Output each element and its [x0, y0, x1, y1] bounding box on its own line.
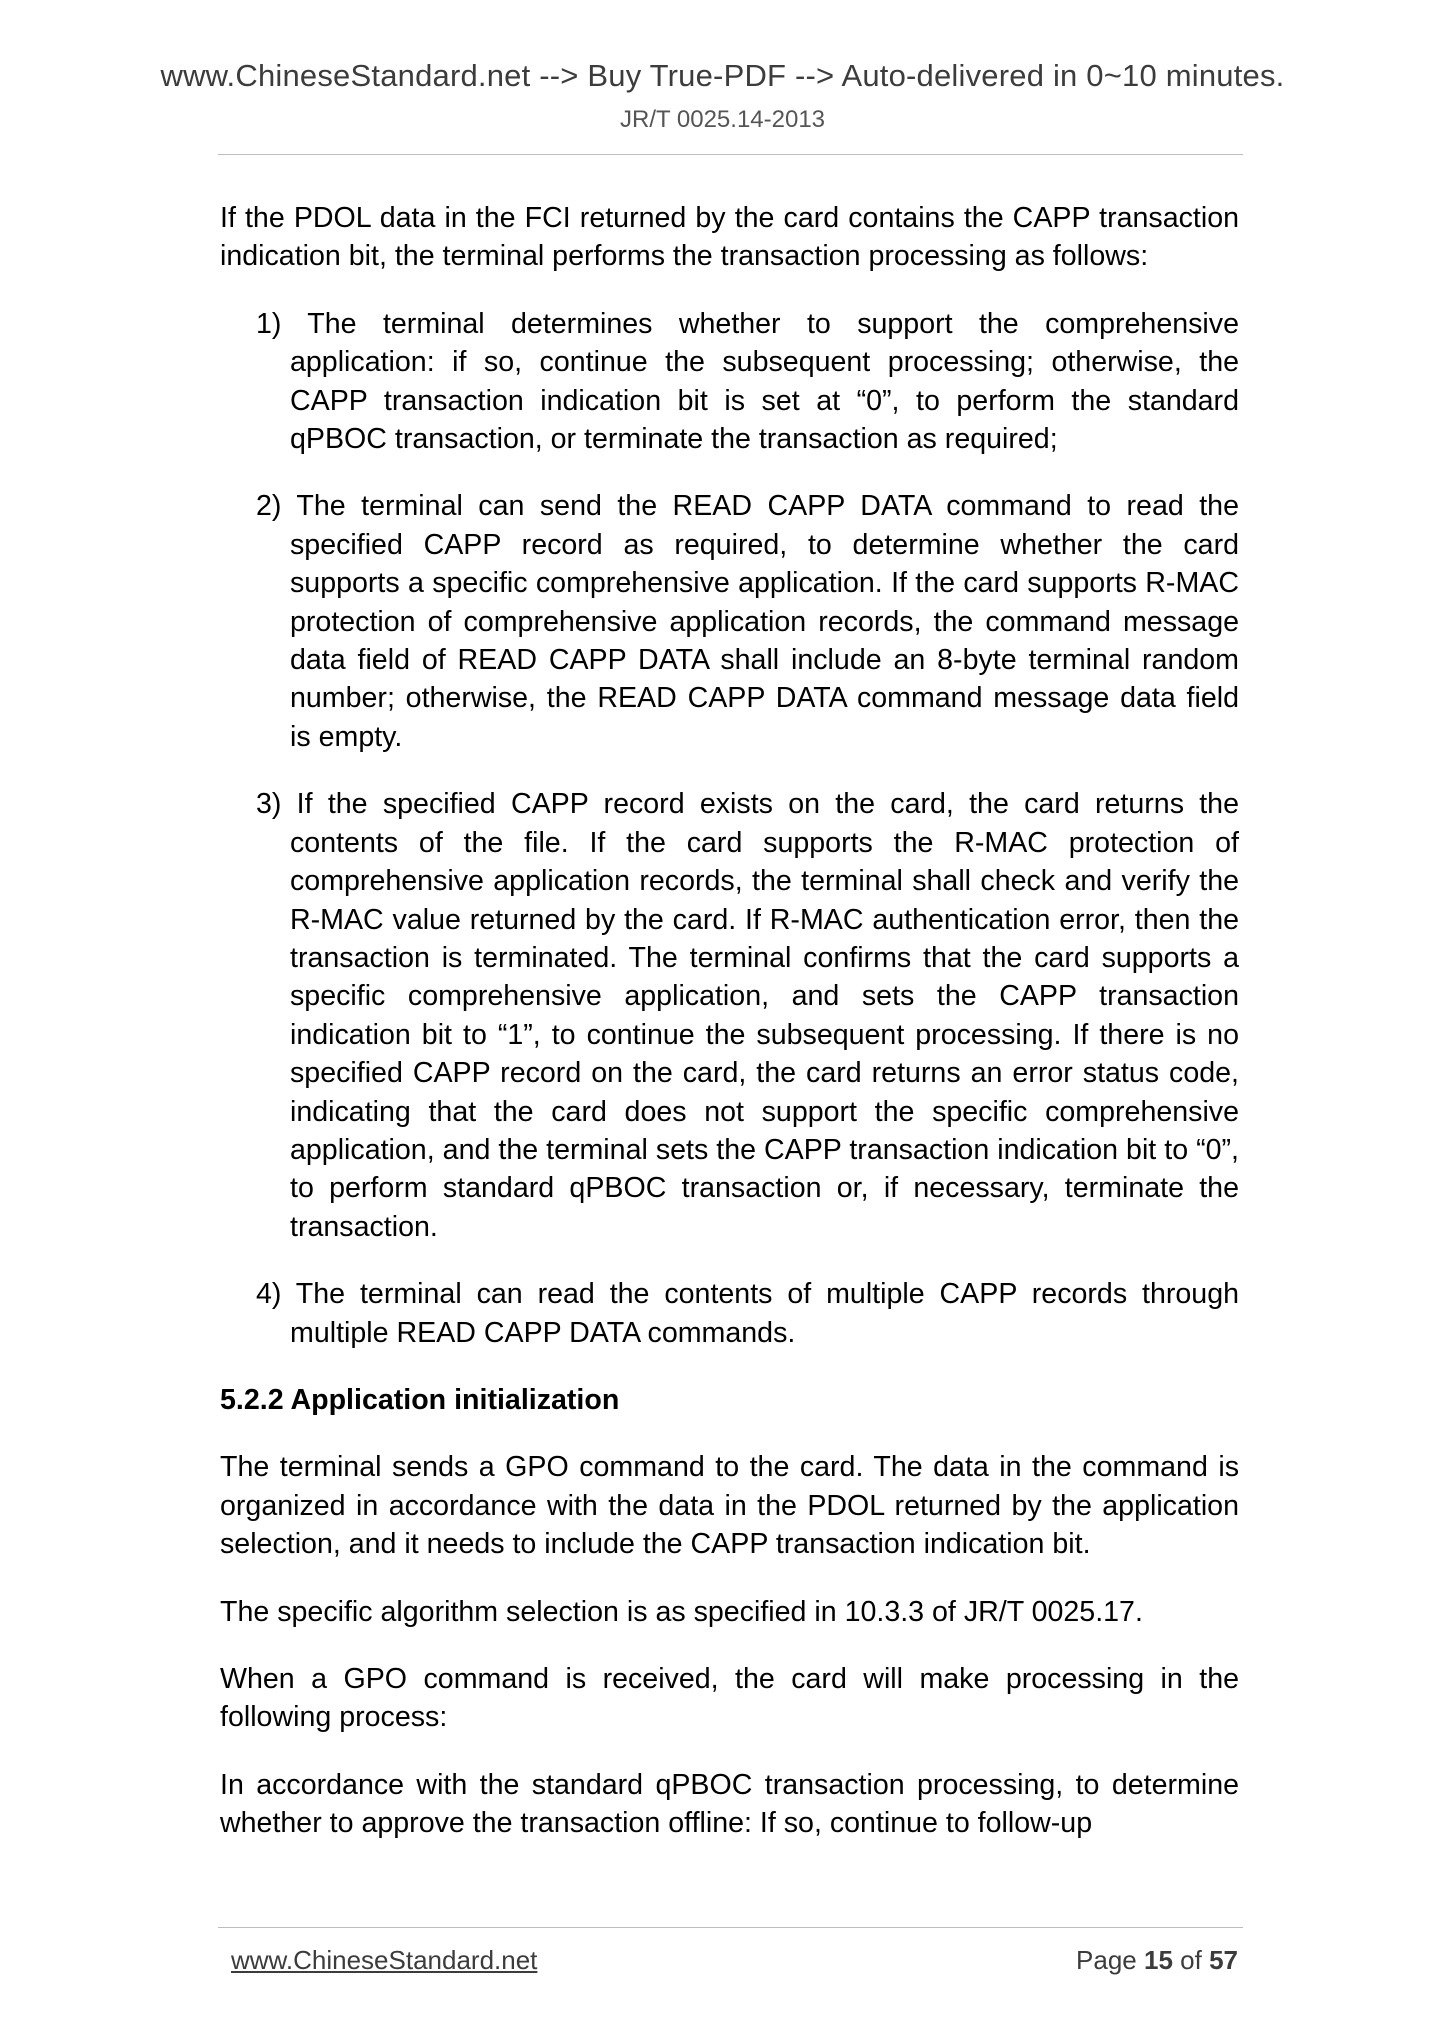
paragraph-gpo-command: The terminal sends a GPO command to the card. The data in the command is organized in accordance with the data in the PDOL returned by the application selection, and it needs to include the CAPP transaction indication bit. [220, 1451, 1239, 1561]
page-of: of [1180, 1945, 1202, 1975]
footer-website-link[interactable]: www.ChineseStandard.net [231, 1945, 538, 1975]
section-heading: 5.2.2 Application initialization [220, 1383, 620, 1416]
footer-divider [218, 1927, 1243, 1928]
list-item-2: 2) The terminal can send the READ CAPP DATA command to read the specified CAPP record as required, to determine whether the card supports a specific comprehensive application. If the card supports R-MAC protection of comprehensive application records, the command message data field of READ CAPP DATA shall include an 8-byte terminal random number; otherwise, the READ CAPP DATA command message data field is empty. [256, 490, 1239, 753]
header-divider [218, 154, 1243, 155]
page-prefix: Page [1076, 1945, 1137, 1975]
list-item-3: 3) If the specified CAPP record exists on the card, the card returns the contents of the file. If the card supports the R-MAC protection of comprehensive application records, the terminal shall check and verify the R-MAC value returned by the card. If R-MAC authentication error, then the transaction is terminated. The terminal confirms that the card supports a specific comprehensive application, and sets the CAPP transaction indication bit to “1”, to continue the subsequent processing. If there is no specified CAPP record on the card, the card returns an error status code, indicating that the card does not support the specific comprehensive application, and the terminal sets the CAPP transaction indication bit to “0”, to perform standard qPBOC transaction or, if necessary, terminate the transaction. [256, 788, 1239, 1243]
page-number [1076, 1945, 1238, 1976]
page-current: 15 [1144, 1945, 1173, 1975]
paragraph-algorithm-selection: The specific algorithm selection is as specified in 10.3.3 of JR/T 0025.17. [220, 1595, 1143, 1628]
document-code: JR/T 0025.14-2013 [619, 106, 826, 133]
list-item-4: 4) The terminal can read the contents of multiple CAPP records through multiple READ CAPP DATA commands. [256, 1278, 1239, 1349]
page-content [220, 199, 1239, 1872]
intro-paragraph: If the PDOL data in the FCI returned by the card contains the CAPP transaction indication bit, the terminal performs the transaction processing as follows: [220, 202, 1239, 273]
page-total: 57 [1209, 1945, 1238, 1975]
paragraph-qpboc-processing: In accordance with the standard qPBOC transaction processing, to determine whether to approve the transaction offline: If so, continue to follow-up [220, 1768, 1239, 1840]
top-banner: www.ChineseStandard.net --> Buy True-PDF --> Auto-delivered in 0~10 minutes. [160, 58, 1285, 93]
paragraph-gpo-received: When a GPO command is received, the card will make processing in the following process: [220, 1663, 1239, 1734]
list-item-1: 1) The terminal determines whether to support the comprehensive application: if so, continue the subsequent processing; otherwise, the CAPP transaction indication bit is set at “0”, to perform the standard qPBOC transaction, or terminate the transaction as required; [256, 307, 1239, 456]
